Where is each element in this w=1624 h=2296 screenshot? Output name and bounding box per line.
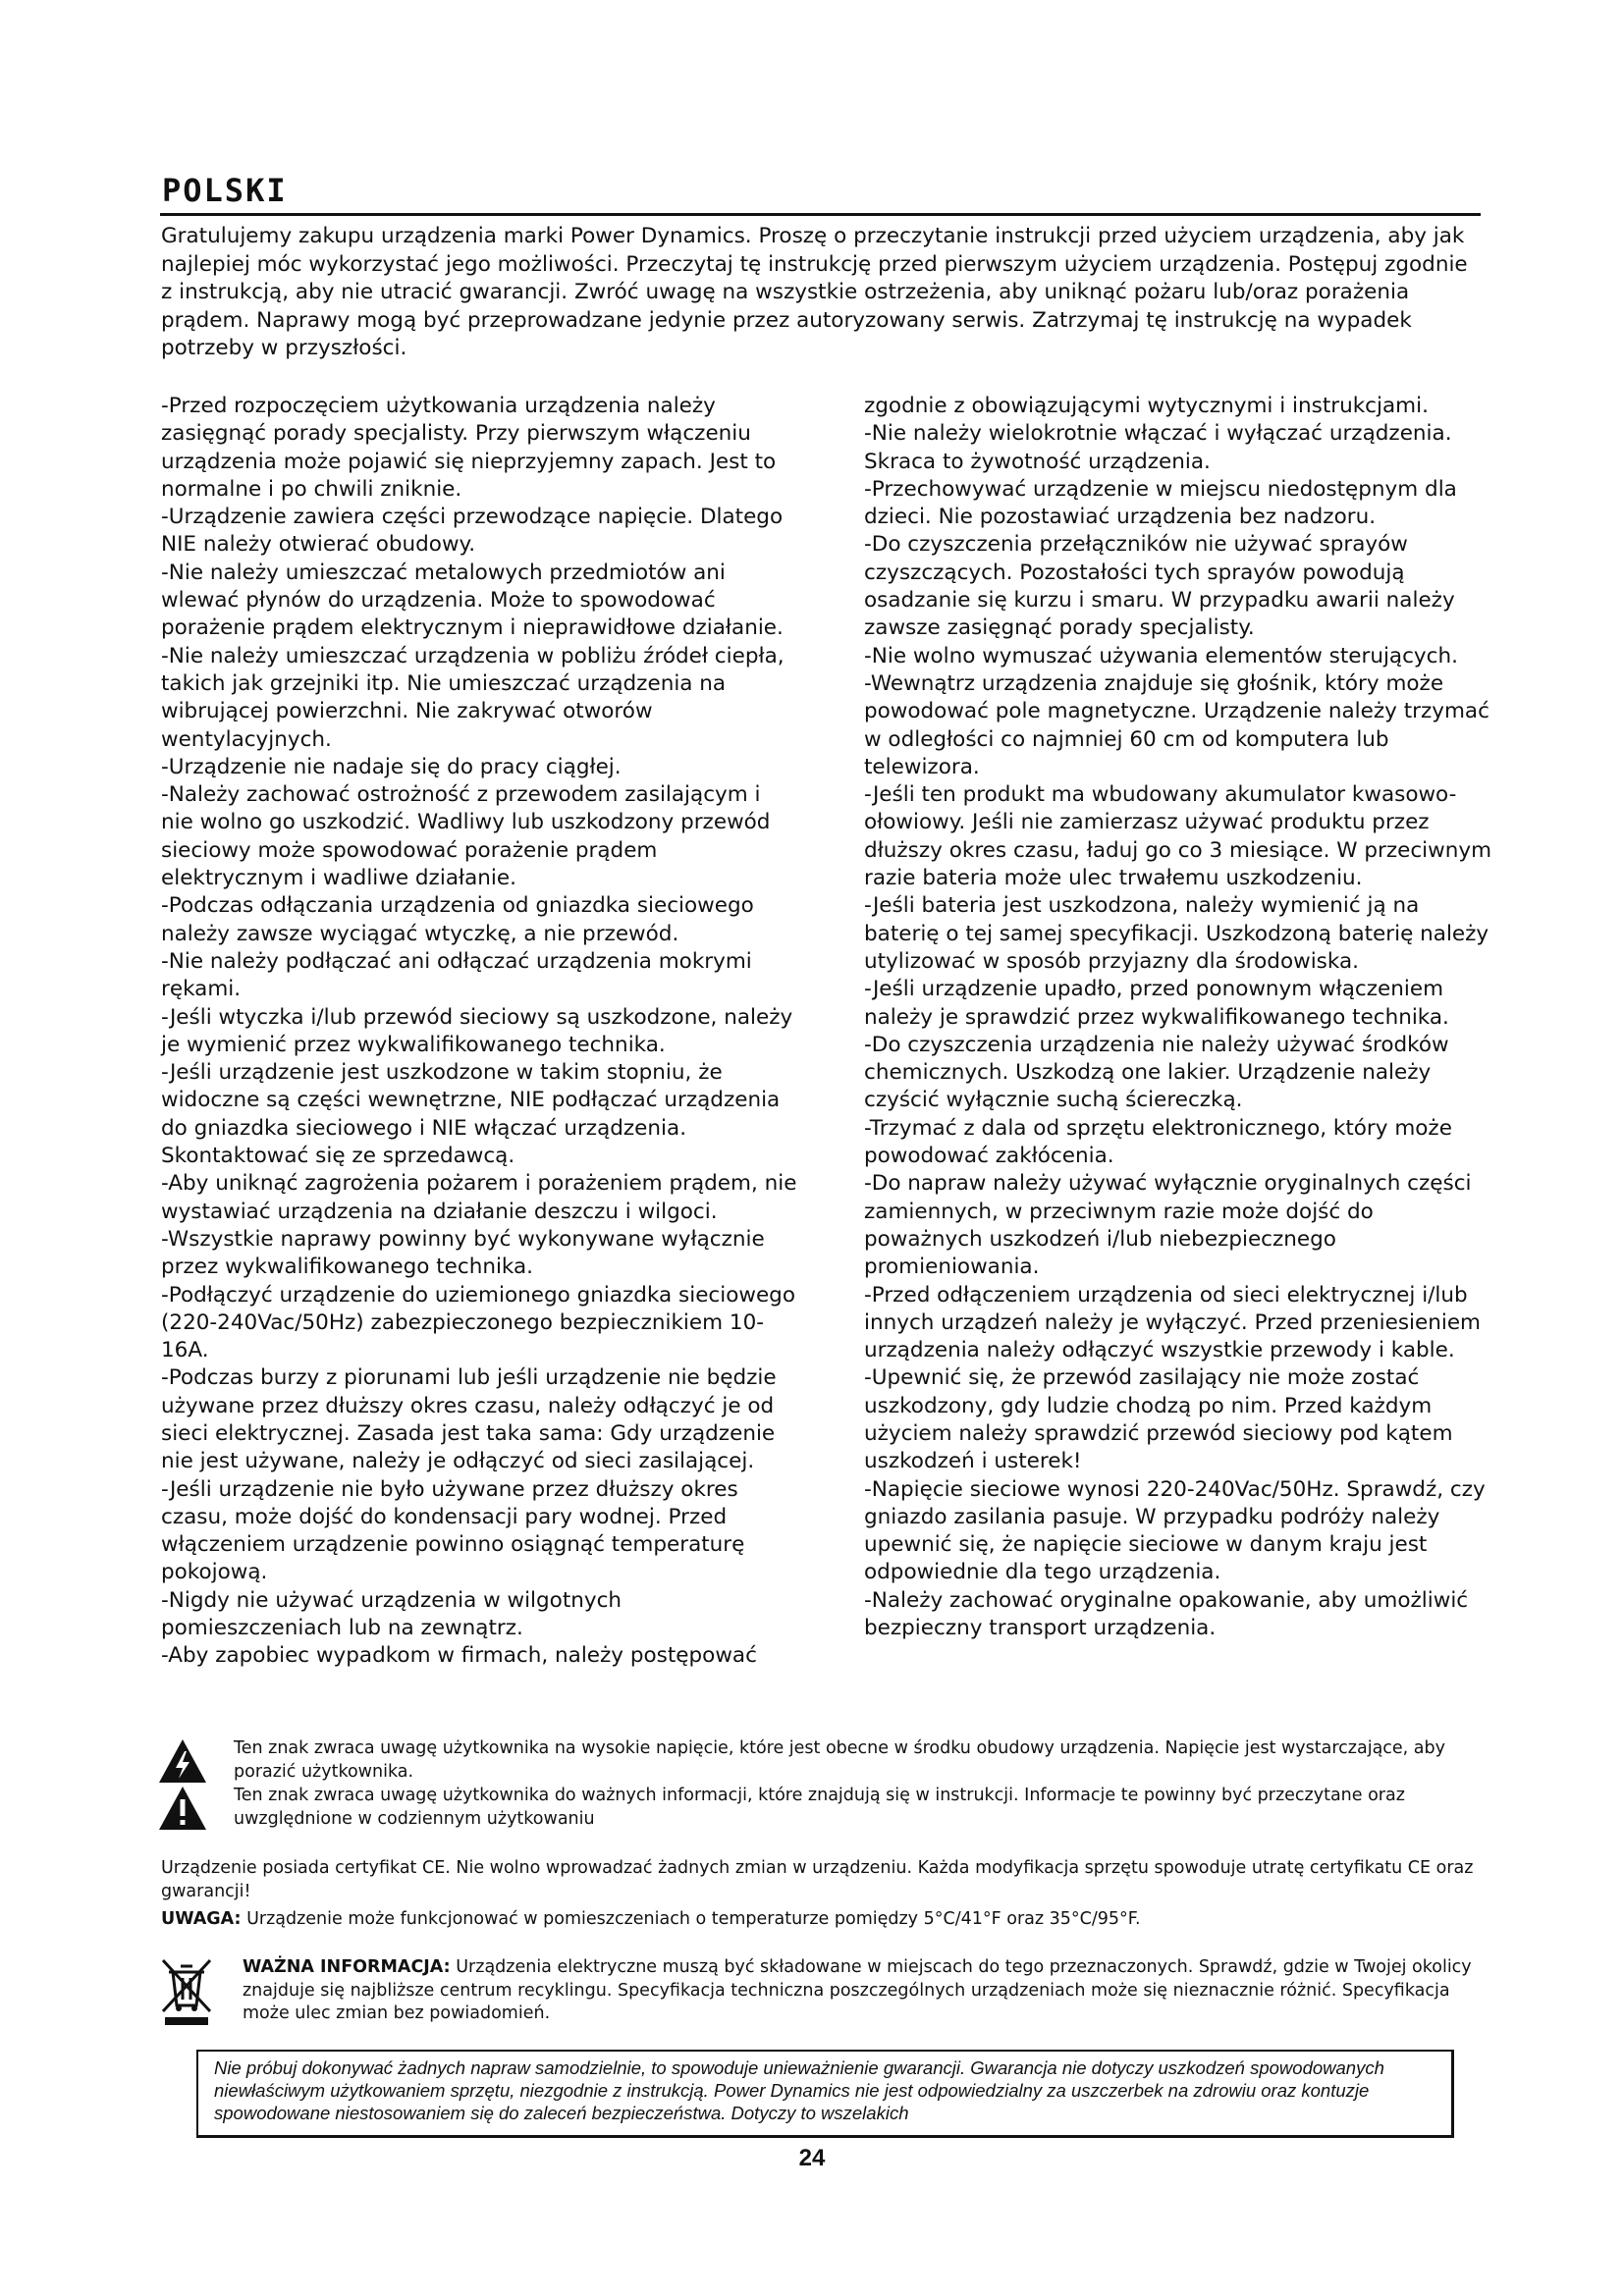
- safety-item: -Nigdy nie używać urządzenia w wilgotnych pomieszczeniach lub na zewnątrz.: [161, 1587, 623, 1641]
- high-voltage-warning-icon: [157, 1737, 208, 1785]
- title-divider: [160, 213, 1481, 216]
- safety-item: -Wewnątrz urządzenia znajduje się głośnik, który może powodować pole magnetyczne. Urządzenie należy trzymać w odległości co najmniej 60 cm od komputera lub telewizora.: [864, 670, 1489, 779]
- page-title: POLSKI: [162, 172, 288, 209]
- safety-item: -Nie należy wielokrotnie włączać i wyłączać urządzenia. Skraca to żywotność urządzenia.: [864, 421, 1452, 474]
- right-column: [864, 393, 1492, 1642]
- safety-item: -Podłączyć urządzenie do uziemionego gniazdka sieciowego (220-240Vac/50Hz) zabezpieczonego bezpiecznikiem 10-16A.: [161, 1282, 795, 1363]
- safety-item: -Jeśli ten produkt ma wbudowany akumulator kwasowo-ołowiowy. Jeśli nie zamierzasz używać produktu przez dłuższy okres czasu, ładuj go co 3 miesiące. W przeciwnym razie bateria może ulec trwałemu uszkodzeniu.: [864, 782, 1492, 891]
- safety-item: -Urządzenie zawiera części przewodzące napięcie. Dlatego NIE należy otwierać obudowy.: [161, 505, 784, 558]
- weee-text: [243, 1956, 1494, 2026]
- safety-item: -Podczas odłączania urządzenia od gniazdka sieciowego należy zawsze wyciągać wtyczkę, a nie przewód.: [161, 893, 754, 946]
- uwaga-text: Urządzenie może funkcjonować w pomieszczeniach o temperaturze pomiędzy 5°C/41°F oraz 35°C/95°F.: [241, 1909, 1141, 1929]
- safety-item: -Jeśli wtyczka i/lub przewód sieciowy są uszkodzone, należy je wymienić przez wykwalifikowanego technika.: [161, 1004, 793, 1057]
- safety-item: -Do czyszczenia przełączników nie używać sprayów czyszczących. Pozostałości tych sprayów powodują osadzanie się kurzu i smaru. W przypadku awarii należy zawsze zasięgnąć porady specjalisty.: [864, 532, 1455, 641]
- safety-item: -Napięcie sieciowe wynosi 220-240Vac/50Hz. Sprawdź, czy gniazdo zasilania pasuje. W przypadku podróży należy upewnić się, że napięcie sieciowe w danym kraju jest odpowiednie dla tego urządzenia.: [864, 1476, 1486, 1585]
- safety-item: -Przed odłączeniem urządzenia od sieci elektrycznej i/lub innych urządzeń należy je wyłączyć. Przed przeniesieniem urządzenia należy odłączyć wszystkie przewody i kable.: [864, 1282, 1481, 1363]
- safety-item: -Trzymać z dala od sprzętu elektronicznego, który może powodować zakłócenia.: [864, 1115, 1452, 1169]
- safety-item: -Przechowywać urządzenie w miejscu niedostępnym dla dzieci. Nie pozostawiać urządzenia bez nadzoru.: [864, 476, 1457, 530]
- safety-item: -Jeśli bateria jest uszkodzona, należy wymienić ją na baterię o tej samej specyfikacji. Uszkodzoną baterię należy utylizować w sposób przyjazny dla środowiska.: [864, 893, 1489, 974]
- safety-item: -Jeśli urządzenie upadło, przed ponownym włączeniem należy je sprawdzić przez wykwalifikowanego technika.: [864, 977, 1449, 1030]
- weee-body: Urządzenia elektryczne muszą być składowane w miejscach do tego przeznaczonych. Sprawdź, gdzie w Twojej okolicy znajduje się najbliższe centrum recyklingu. Specyfikacja techniczna poszczególnych urządzeniach może się nieznacznie różnić. Specyfikacja może ulec zmian bez powiadomień.: [243, 1957, 1472, 2023]
- warning-text: Ten znak zwraca uwagę użytkownika do ważnych informacji, które znajdują się w instrukcji. Informacje te powinny być przeczytane oraz uwzględnione w codziennym użytkowaniu: [234, 1786, 1405, 1829]
- safety-item: -Upewnić się, że przewód zasilający nie może zostać uszkodzony, gdy ludzie chodzą po nim. Przed każdym użyciem należy sprawdzić przewód sieciowy pod kątem uszkodzeń i usterek!: [864, 1365, 1453, 1474]
- safety-item: -Nie należy umieszczać urządzenia w pobliżu źródeł ciepła, takich jak grzejniki itp. Nie umieszczać urządzenia na wibrującej powierzchni. Nie zakrywać otworów wentylacyjnych.: [161, 643, 785, 752]
- weee-notice: [157, 1956, 1492, 2035]
- warning-text: Ten znak zwraca uwagę użytkownika na wysokie napięcie, które jest obecne w środku obudowy urządzenia. Napięcie jest wystarczające, aby porazić użytkownika.: [234, 1738, 1445, 1782]
- safety-item: -Urządzenie nie nadaje się do pracy ciągłej.: [161, 754, 622, 779]
- page-number: 24: [798, 2145, 826, 2171]
- safety-item: -Do napraw należy używać wyłącznie oryginalnych części zamiennych, w przeciwnym razie może dojść do poważnych uszkodzeń i/lub niebezpiecznego promieniowania.: [864, 1171, 1472, 1280]
- safety-item: -Wszystkie naprawy powinny być wykonywane wyłącznie przez wykwalifikowanego technika.: [161, 1226, 765, 1280]
- uwaga-label: UWAGA:: [161, 1909, 242, 1929]
- ce-certificate-text: Urządzenie posiada certyfikat CE. Nie wolno wprowadzać żadnych zmian w urządzeniu. Każda modyfikacja sprzętu spowoduje utratę certyfikatu CE oraz gwarancji!: [161, 1858, 1474, 1901]
- safety-item: -Należy zachować ostrożność z przewodem zasilającym i nie wolno go uszkodzić. Wadliwy lub uszkodzony przewód sieciowy może spowodować porażenie prądem elektrycznym i wadliwe działanie.: [161, 782, 771, 891]
- safety-item: -Jeśli urządzenie jest uszkodzone w takim stopniu, że widoczne są części wewnętrzne, NIE podłączać urządzenia do gniazdka sieciowego i NIE włączać urządzenia. Skontaktować się ze sprzedawcą.: [161, 1060, 781, 1169]
- safety-item: -Podczas burzy z piorunami lub jeśli urządzenie nie będzie używane przez dłuższy okres czasu, należy odłączyć je od sieci elektrycznej. Zasada jest taka sama: Gdy urządzenie nie jest używane, należy je odłączyć od sieci zasilającej.: [161, 1365, 777, 1474]
- crossed-bin-icon: [157, 1956, 216, 2027]
- intro-paragraph: Gratulujemy zakupu urządzenia marki Power Dynamics. Proszę o przeczytanie instrukcji przed użyciem urządzenia, aby jak najlepiej móc wykorzystać jego możliwości. Przeczytaj tę instrukcję przed pierwszym użyciem urządzenia. Postępuj zgodnie z instrukcją, aby nie utracić gwarancji. Zwróć uwagę na wszystkie ostrzeżenia, aby uniknąć pożaru lub/oraz porażenia prądem. Naprawy mogą być przeprowadzane jedynie przez autoryzowany serwis. Zatrzymaj tę instrukcję na wypadek potrzeby w przyszłości.: [161, 224, 1468, 360]
- left-column: [161, 393, 799, 1671]
- temperature-note: [161, 1908, 1477, 1932]
- weee-label: WAŻNA INFORMACJA:: [243, 1957, 451, 1977]
- safety-item: -Nie należy umieszczać metalowych przedmiotów ani wlewać płynów do urządzenia. Może to spowodować porażenie prądem elektrycznym i nieprawidłowe działanie.: [161, 560, 784, 641]
- safety-item: -Jeśli urządzenie nie było używane przez dłuższy okres czasu, może dojść do kondensacji pary wodnej. Przed włączeniem urządzenie powinno osiągnąć temperaturę pokojową.: [161, 1476, 745, 1585]
- safety-item: -Aby uniknąć zagrożenia pożarem i porażeniem prądem, nie wystawiać urządzenia na działanie deszczu i wilgoci.: [161, 1171, 797, 1224]
- safety-item: -Nie należy podłączać ani odłączać urządzenia mokrymi rękami.: [161, 948, 752, 1002]
- safety-item: -Aby zapobiec wypadkom w firmach, należy postępować: [161, 1643, 757, 1669]
- safety-item: -Do czyszczenia urządzenia nie należy używać środków chemicznych. Uszkodzą one lakier. Urządzenie należy czyścić wyłącznie suchą ściereczką.: [864, 1032, 1449, 1113]
- exclamation-warning-icon: [157, 1785, 208, 1832]
- safety-item: zgodnie z obowiązującymi wytycznymi i instrukcjami.: [864, 394, 1429, 418]
- safety-item: -Przed rozpoczęciem użytkowania urządzenia należy zasięgnąć porady specjalisty. Przy pierwszym włączeniu urządzenia może pojawić się nieprzyjemny zapach. Jest to normalne i po chwili zniknie.: [161, 394, 777, 502]
- safety-item: -Nie wolno wymuszać używania elementów sterujących.: [864, 643, 1458, 668]
- warranty-notice-box: Nie próbuj dokonywać żadnych napraw samodzielnie, to spowoduje unieważnienie gwarancji. Gwarancja nie dotyczy uszkodzeń spowodowanych niewłaściwym użytkowaniem sprzętu, niezgodnie z instrukcją. Power Dynamics nie jest odpowiedzialny za uszczerbek na zdrowiu oraz kontuzje spowodowane niestosowaniem się do zaleceń bezpieczeństwa. Dotyczy to wszelakich: [196, 2050, 1454, 2138]
- safety-item: -Należy zachować oryginalne opakowanie, aby umożliwić bezpieczny transport urządzenia.: [864, 1587, 1469, 1641]
